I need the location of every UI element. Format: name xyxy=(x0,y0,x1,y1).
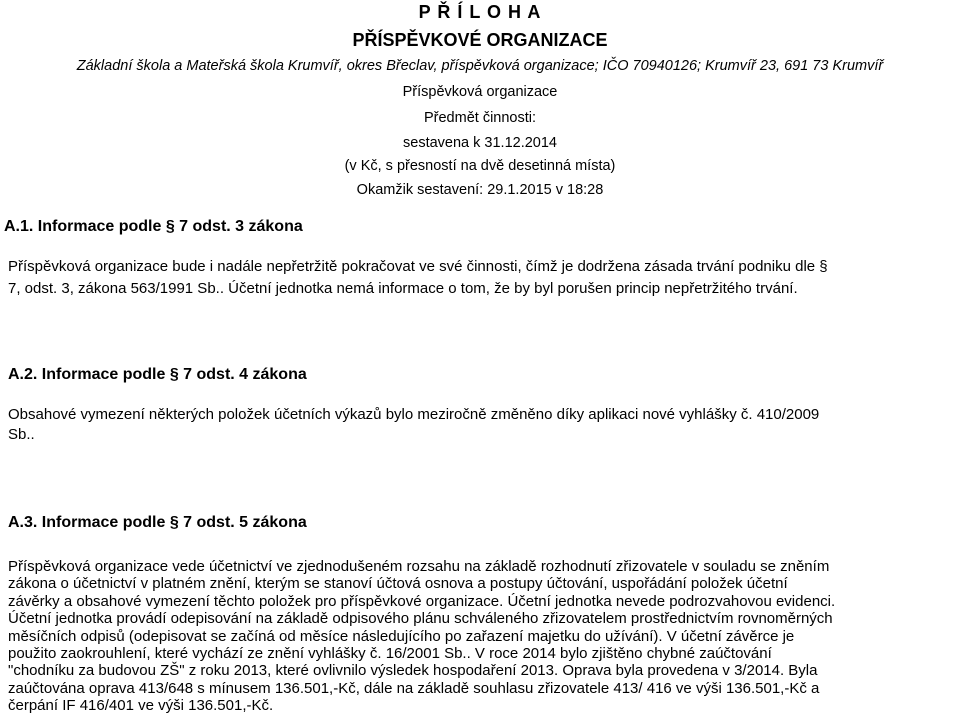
section-body-a1 xyxy=(8,256,828,300)
paragraph-line: "chodníku za budovou ZŠ" z roku 2013, které ovlivnilo výsledek hospodaření 2013. Oprava byla provedena v 3/2014. Byla xyxy=(8,662,818,680)
section-heading-a2: A.2. Informace podle § 7 odst. 4 zákona xyxy=(8,366,307,383)
paragraph-line: čerpání IF 416/401 ve výši 136.501,-Kč. xyxy=(8,697,274,715)
meta-currency-note: (v Kč, s přesností na dvě desetinná místa) xyxy=(344,158,616,174)
paragraph-line: Sb.. xyxy=(8,426,35,443)
paragraph-line: závěrky a obsahové vymezení těchto položek pro příspěvkové organizace. Účetní jednotka nevede podrozvahovou evidenci. xyxy=(8,592,836,610)
section-heading-a3: A.3. Informace podle § 7 odst. 5 zákona xyxy=(8,514,307,531)
organization-info: Základní škola a Mateřská škola Krumvíř, okres Břeclav, příspěvková organizace; IČO 70940126; Krumvíř 23, 691 73 Krumvíř xyxy=(76,58,884,74)
section-heading-a1: A.1. Informace podle § 7 odst. 3 zákona xyxy=(4,218,303,235)
meta-date: sestavena k 31.12.2014 xyxy=(403,135,557,151)
section-body-a2 xyxy=(8,405,819,445)
meta-org-type: Příspěvková organizace xyxy=(402,84,558,100)
document-subtitle: PŘÍSPĚVKOVÉ ORGANIZACE xyxy=(352,30,608,50)
meta-subject: Předmět činnosti: xyxy=(423,110,537,126)
paragraph-line: Příspěvková organizace vede účetnictví ve zjednodušeném rozsahu na základě rozhodnutí zřizovatele v souladu se zněním xyxy=(8,558,830,575)
paragraph-line: zaúčtována oprava 413/648 s mínusem 136.501,-Kč, dále na základě souhlasu zřizovatele 413/ 416 ve výši 136.501,-Kč a xyxy=(8,679,820,697)
meta-timestamp: Okamžik sestavení: 29.1.2015 v 18:28 xyxy=(356,182,604,198)
paragraph-line: Obsahové vymezení některých položek účetních výkazů bylo meziročně změněno díky aplikaci nové vyhlášky č. 410/2009 xyxy=(8,406,820,423)
paragraph-line: 7, odst. 3, zákona 563/1991 Sb.. Účetní jednotka nemá informace o tom, že by byl porušen princip nepřetržitého trvání. xyxy=(8,280,798,297)
document-title: P Ř Í L O H A xyxy=(418,2,542,22)
paragraph-line: Příspěvková organizace bude i nadále nepřetržitě pokračovat ve své činnosti, čímž je dodržena zásada trvání podniku dle § xyxy=(8,258,828,275)
paragraph-line: měsíčních odpisů (odepisovat se začíná od měsíce následujícího po zařazení majetku do užívání). V účetní závěrce je xyxy=(8,627,795,645)
section-body-a3 xyxy=(8,558,835,715)
paragraph-line: Účetní jednotka provádí odepisování na základě odpisového plánu schváleného zřizovatelem prostřednictvím rovnoměrných xyxy=(8,610,833,628)
paragraph-line: zákona o účetnictví v platném znění, kterým se stanoví účtová osnova a postupy účtování, uspořádání položek účetní xyxy=(8,575,788,593)
paragraph-line: použito zaokrouhlení, které vychází ze znění vyhlášky č. 16/2001 Sb.. V roce 2014 bylo zjištěno chybné zaúčtování xyxy=(8,645,772,663)
